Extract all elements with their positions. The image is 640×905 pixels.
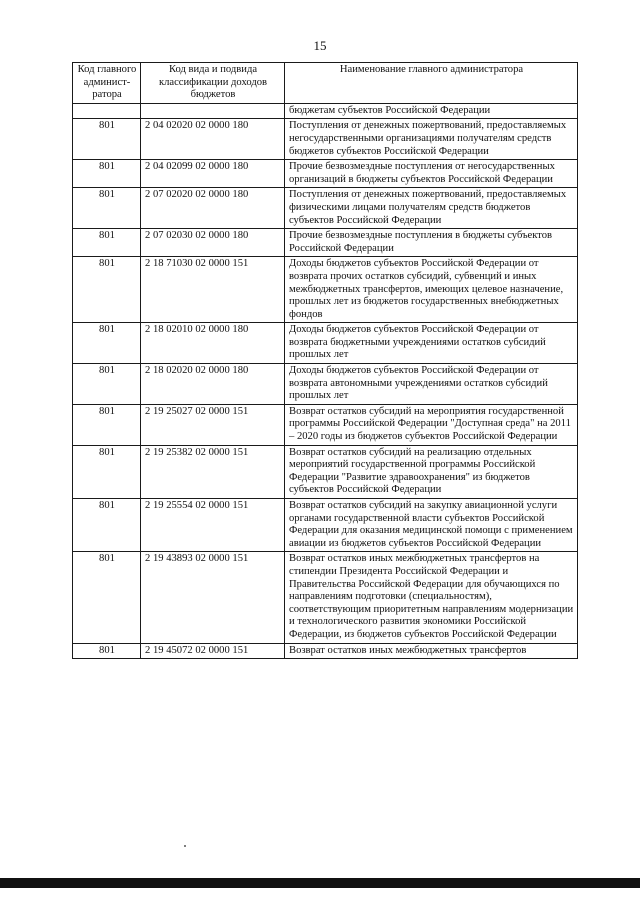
admin-code-cell: 801 bbox=[73, 188, 141, 229]
table-row bbox=[73, 257, 578, 323]
administrator-name-cell: Возврат остатков иных межбюджетных трансфертов bbox=[285, 643, 578, 659]
table-row bbox=[73, 445, 578, 498]
revenue-code-cell: 2 18 02010 02 0000 180 bbox=[141, 323, 285, 364]
admin-code-cell: 801 bbox=[73, 404, 141, 445]
table-row bbox=[73, 643, 578, 659]
administrator-name-cell: Доходы бюджетов субъектов Российской Федерации от возврата автономными учреждениями остатков субсидий прошлых лет bbox=[285, 364, 578, 405]
header-revenue-code: Код вида и подвида классификации доходов бюджетов bbox=[141, 63, 285, 104]
admin-code-cell: 801 bbox=[73, 499, 141, 552]
administrator-name-cell: Поступления от денежных пожертвований, предоставляемых негосударственными организациями получателям средств бюджетов субъектов Российской Федерации bbox=[285, 119, 578, 160]
revenue-code-cell: 2 04 02099 02 0000 180 bbox=[141, 160, 285, 188]
administrator-name-cell: Возврат остатков иных межбюджетных трансфертов на стипендии Президента Российской Федерации и Правительства Российской Федерации для обучающихся по направлениям подготовки (специальностям), соответствующим приоритетным направлениям модернизации и технологического развития экономики Российской Федерации, из бюджетов субъектов Российской Федерации bbox=[285, 552, 578, 643]
administrator-name-cell: Возврат остатков субсидий на закупку авиационной услуги органами государственной власти субъектов Российской Федерации для оказания медицинской помощи с применением авиации из бюджетов субъектов Российской Федерации bbox=[285, 499, 578, 552]
scan-edge-bar bbox=[0, 878, 640, 888]
table-header-row bbox=[73, 63, 578, 104]
revenue-code-cell: 2 19 45072 02 0000 151 bbox=[141, 643, 285, 659]
admin-code-cell: 801 bbox=[73, 323, 141, 364]
administrator-name-cell: Прочие безвозмездные поступления от негосударственных организаций в бюджеты субъектов Российской Федерации bbox=[285, 160, 578, 188]
administrator-name-cell: бюджетам субъектов Российской Федерации bbox=[285, 103, 578, 119]
revenue-code-cell: 2 04 02020 02 0000 180 bbox=[141, 119, 285, 160]
table-row bbox=[73, 119, 578, 160]
revenue-code-cell: 2 19 43893 02 0000 151 bbox=[141, 552, 285, 643]
administrator-name-cell: Возврат остатков субсидий на реализацию отдельных мероприятий государственной программы Российской Федерации "Развитие здравоохранения" из бюджетов субъектов Российской Федерации bbox=[285, 445, 578, 498]
revenue-code-cell bbox=[141, 103, 285, 119]
header-admin-code: Код главного админист-ратора bbox=[73, 63, 141, 104]
table-row bbox=[73, 323, 578, 364]
table-row bbox=[73, 160, 578, 188]
revenue-code-cell: 2 19 25027 02 0000 151 bbox=[141, 404, 285, 445]
administrator-name-cell: Возврат остатков субсидий на мероприятия государственной программы Российской Федерации "Доступная среда" на 2011 – 2020 годы из бюджетов субъектов Российской Федерации bbox=[285, 404, 578, 445]
table-row bbox=[73, 499, 578, 552]
admin-code-cell bbox=[73, 103, 141, 119]
table-row bbox=[73, 552, 578, 643]
admin-code-cell: 801 bbox=[73, 552, 141, 643]
table-row bbox=[73, 103, 578, 119]
admin-code-cell: 801 bbox=[73, 160, 141, 188]
admin-code-cell: 801 bbox=[73, 643, 141, 659]
administrator-name-cell: Доходы бюджетов субъектов Российской Федерации от возврата прочих остатков субсидий, субвенций и иных межбюджетных трансфертов, имеющих целевое назначение, прошлых лет из бюджетов государственных внебюджетных фондов bbox=[285, 257, 578, 323]
revenue-administrators-table bbox=[72, 62, 578, 659]
administrator-name-cell: Доходы бюджетов субъектов Российской Федерации от возврата бюджетными учреждениями остатков субсидий прошлых лет bbox=[285, 323, 578, 364]
admin-code-cell: 801 bbox=[73, 364, 141, 405]
administrator-name-cell: Прочие безвозмездные поступления в бюджеты субъектов Российской Федерации bbox=[285, 229, 578, 257]
table-row bbox=[73, 364, 578, 405]
scan-artifact bbox=[184, 845, 186, 847]
revenue-code-cell: 2 18 02020 02 0000 180 bbox=[141, 364, 285, 405]
admin-code-cell: 801 bbox=[73, 229, 141, 257]
admin-code-cell: 801 bbox=[73, 119, 141, 160]
page-number: 15 bbox=[313, 38, 327, 53]
table-row bbox=[73, 404, 578, 445]
revenue-code-cell: 2 19 25382 02 0000 151 bbox=[141, 445, 285, 498]
admin-code-cell: 801 bbox=[73, 445, 141, 498]
revenue-code-cell: 2 19 25554 02 0000 151 bbox=[141, 499, 285, 552]
table-row bbox=[73, 229, 578, 257]
administrator-name-cell: Поступления от денежных пожертвований, предоставляемых физическими лицами получателям средств бюджетов субъектов Российской Федерации bbox=[285, 188, 578, 229]
table-row bbox=[73, 188, 578, 229]
header-administrator-name: Наименование главного администратора bbox=[285, 63, 578, 104]
revenue-code-cell: 2 07 02020 02 0000 180 bbox=[141, 188, 285, 229]
revenue-code-cell: 2 18 71030 02 0000 151 bbox=[141, 257, 285, 323]
revenue-code-cell: 2 07 02030 02 0000 180 bbox=[141, 229, 285, 257]
admin-code-cell: 801 bbox=[73, 257, 141, 323]
